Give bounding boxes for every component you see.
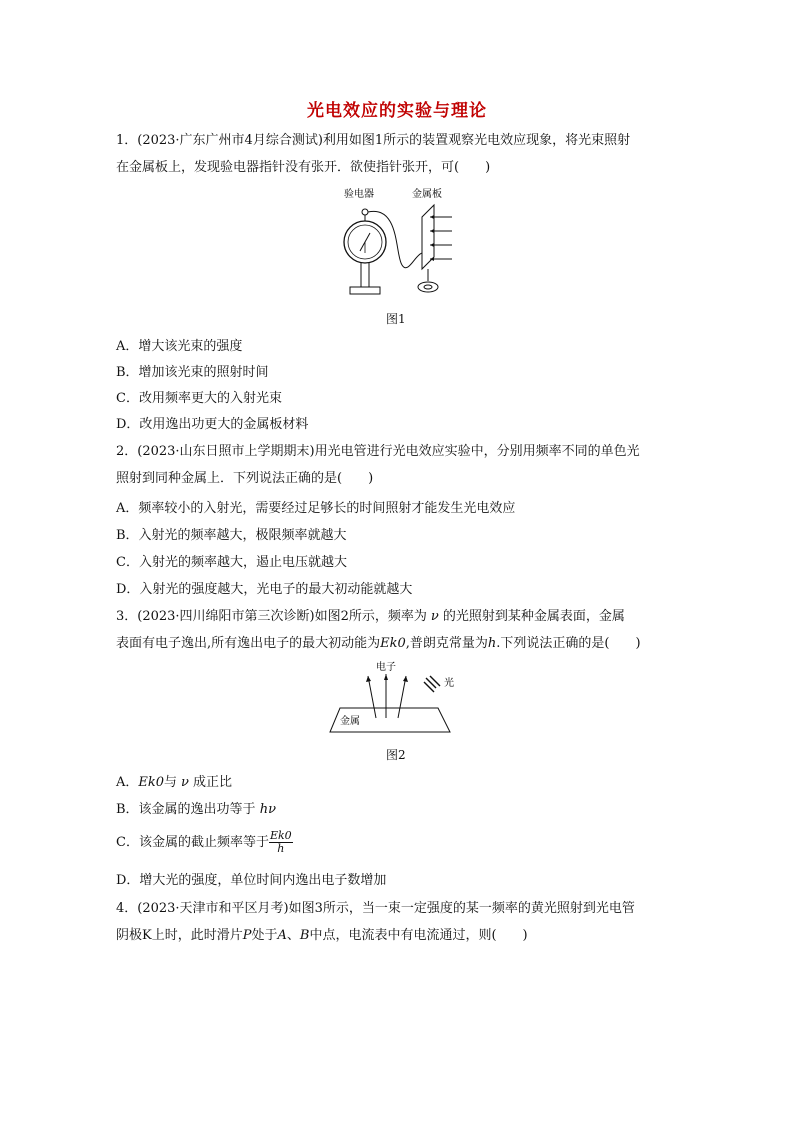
q4-A-symbol: A bbox=[277, 928, 287, 943]
q4-line-2-c: 、 bbox=[286, 928, 300, 943]
q3-option-a-and: 与 bbox=[164, 775, 178, 790]
q3-h-symbol: h bbox=[487, 636, 497, 651]
q3-option-a bbox=[116, 774, 232, 792]
fig2-label-metal: 金属 bbox=[340, 716, 360, 727]
q3-nu-symbol: ν bbox=[430, 609, 439, 624]
q4-line-2-d: 中点，电流表中有电流通过，则( ) bbox=[309, 928, 528, 943]
figure-2-photoelectric bbox=[326, 658, 466, 738]
q4-B-symbol: B bbox=[299, 928, 310, 943]
q3-option-b-formula: hν bbox=[259, 802, 276, 817]
q4-line-1: 4．(2023·天津市和平区月考)如图3所示，当一束一定强度的某一频率的黄光照射到光电管 bbox=[116, 901, 635, 916]
figure-1-electroscope bbox=[330, 185, 470, 300]
q3-option-a-label: A． bbox=[116, 775, 139, 790]
fig2-label-light: 光 bbox=[444, 678, 454, 689]
q2-line-1: 2．(2023·山东日照市上学期期末)用光电管进行光电效应实验中，分别用频率不同的单色光 bbox=[116, 444, 640, 459]
q1-option-b: B．增加该光束的照射时间 bbox=[116, 365, 269, 380]
figure-1-caption: 图1 bbox=[386, 312, 406, 326]
q3-option-b-text: B．该金属的逸出功等于 bbox=[116, 802, 256, 817]
q1-option-a: A．增大该光束的强度 bbox=[116, 339, 243, 354]
fig1-label-electroscope: 验电器 bbox=[344, 189, 374, 200]
q3-option-a-nu: ν bbox=[181, 775, 189, 790]
fig1-label-metal-plate: 金属板 bbox=[412, 189, 442, 200]
q2-option-b: B．入射光的频率越大，极限频率就越大 bbox=[116, 528, 347, 543]
q3-option-b bbox=[116, 801, 276, 819]
q3-option-c-fraction bbox=[269, 830, 293, 855]
figure-2-caption: 图2 bbox=[386, 748, 406, 762]
q2-option-c: C．入射光的频率越大，遏止电压就越大 bbox=[116, 555, 347, 570]
q3-option-a-text: 成正比 bbox=[192, 775, 232, 790]
q4-P-symbol: P bbox=[242, 928, 252, 943]
q4-line-2-a: 阴极K上时，此时滑片 bbox=[116, 928, 243, 943]
q3-option-c-text: C．该金属的截止频率等于 bbox=[116, 835, 269, 850]
q3-line-2 bbox=[116, 635, 686, 653]
q3-line-1-a: 3．(2023·四川绵阳市第三次诊断)如图2所示，频率为 bbox=[116, 609, 427, 624]
q1-line-1: 1．(2023·广东广州市4月综合测试)利用如图1所示的装置观察光电效应现象，将光束照射 bbox=[116, 133, 631, 148]
q3-ek0-symbol: Ek0 bbox=[380, 636, 406, 651]
q4-line-2 bbox=[116, 927, 686, 945]
fig2-label-electron: 电子 bbox=[376, 662, 396, 673]
page-title: 光电效应的实验与理论 bbox=[307, 101, 487, 121]
q3-option-d: D．增大光的强度，单位时间内逸出电子数增加 bbox=[116, 873, 387, 888]
q3-line-1-b: 的光照射到某种金属表面，金属 bbox=[442, 609, 625, 624]
q2-option-d: D．入射光的强度越大，光电子的最大初动能就越大 bbox=[116, 582, 413, 597]
q2-option-a: A．频率较小的入射光，需要经过足够长的时间照射才能发生光电效应 bbox=[116, 501, 516, 516]
q3-line-2-a: 表面有电子逸出,所有逸出电子的最大初动能为 bbox=[116, 636, 381, 651]
q3-option-c-numerator: Ek0 bbox=[269, 829, 292, 842]
q1-option-c: C．改用频率更大的入射光束 bbox=[116, 391, 282, 406]
q3-line-2-c: .下列说法正确的是( ) bbox=[496, 636, 641, 651]
q3-line-2-b: ,普朗克常量为 bbox=[405, 636, 488, 651]
q4-line-2-b: 处于 bbox=[251, 928, 278, 943]
q3-line-1 bbox=[116, 608, 686, 626]
q1-line-2: 在金属板上，发现验电器指针没有张开．欲使指针张开，可( ) bbox=[116, 160, 491, 175]
q3-option-c bbox=[116, 830, 293, 855]
q3-option-c-denominator: h bbox=[277, 842, 285, 855]
q3-option-a-ek0: Ek0 bbox=[138, 775, 165, 790]
q1-option-d: D．改用逸出功更大的金属板材料 bbox=[116, 417, 309, 432]
q2-line-2: 照射到同种金属上．下列说法正确的是( ) bbox=[116, 471, 374, 486]
